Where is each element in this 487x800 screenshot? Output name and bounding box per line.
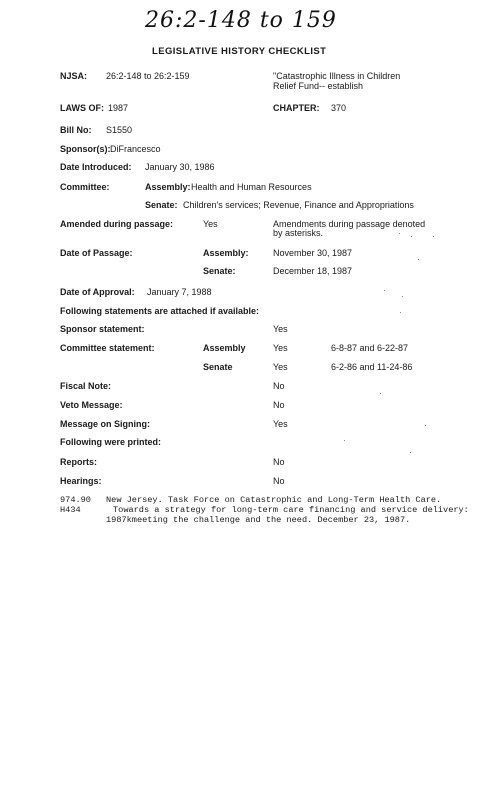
committee-statement-assembly-dates: 6-8-87 and 6-22-87 [331,343,409,353]
laws-of-label: LAWS OF: [60,103,104,113]
njsa-value: 26:2-148 to 26:2-159 [106,71,190,81]
njsa-desc-line1: "Catastrophic Illness in Children [273,71,401,81]
bill-no-label: Bill No: [60,125,92,135]
reference-line-1: New Jersey. Task Force on Catastrophic and Long-Term Health Care. [106,495,442,505]
fiscal-note-value: No [273,381,285,391]
reports-value: No [273,457,285,467]
message-on-signing-value: Yes [273,419,288,429]
passage-senate-label: Senate: [203,266,236,276]
committee-senate-value: Children's services; Revenue, Finance and Appropriations [183,200,414,210]
passage-assembly-label: Assembly: [203,248,249,258]
date-introduced-value: January 30, 1986 [145,162,215,172]
amended-label: Amended during passage: [60,219,174,229]
committee-assembly-label: Assembly: [145,182,191,192]
amended-note-line2: by asterisks. [273,228,324,238]
laws-of-value: 1987 [108,103,129,113]
bill-no-value: S1550 [106,125,133,135]
reference-call-number-1: 974.90 [60,495,91,505]
sponsor-statement-label: Sponsor statement: [60,324,145,334]
committee-statement-senate-dates: 6-2-86 and 11-24-86 [331,362,413,372]
passage-assembly-value: November 30, 1987 [273,248,353,258]
veto-message-label: Veto Message: [60,400,123,410]
hearings-label: Hearings: [60,476,102,486]
committee-statement-senate-label: Senate [203,362,233,372]
reference-line-3: 1987kmeeting the challenge and the need. December 23, 1987. [106,515,411,525]
committee-statement-label: Committee statement: [60,343,155,353]
njsa-label: NJSA: [60,71,88,81]
handwritten-citation: 26:2-148 to 159 [145,8,337,33]
passage-senate-value: December 18, 1987 [273,266,353,276]
amended-value: Yes [203,219,218,229]
date-of-passage-label: Date of Passage: [60,248,133,258]
sponsors-value: DiFrancesco [110,144,161,154]
hearings-value: No [273,476,285,486]
date-introduced-label: Date Introduced: [60,162,132,172]
committee-assembly-value: Health and Human Resources [191,182,312,192]
sponsor-statement-value: Yes [273,324,288,334]
reference-call-number-2: H434 [60,505,81,515]
committee-statement-assembly-label: Assembly [203,343,246,353]
veto-message-value: No [273,400,285,410]
reference-line-2: Towards a strategy for long-term care financing and service delivery: [113,505,469,515]
committee-statement-senate-value: Yes [273,362,288,372]
committee-statement-assembly-value: Yes [273,343,288,353]
date-of-approval-label: Date of Approval: [60,287,135,297]
committee-senate-label: Senate: [145,200,178,210]
chapter-value: 370 [331,103,347,113]
printed-heading: Following were printed: [60,437,161,447]
committee-label: Committee: [60,182,110,192]
message-on-signing-label: Message on Signing: [60,419,151,429]
page-title: LEGISLATIVE HISTORY CHECKLIST [152,46,327,57]
amended-note-line1: Amendments during passage denoted [273,219,426,229]
date-of-approval-value: January 7, 1988 [147,287,212,297]
chapter-label: CHAPTER: [273,103,320,113]
sponsors-label: Sponsor(s): [60,144,111,154]
attached-statements-heading: Following statements are attached if available: [60,306,260,316]
reports-label: Reports: [60,457,98,467]
fiscal-note-label: Fiscal Note: [60,381,112,391]
njsa-desc-line2: Relief Fund-- establish [273,81,364,91]
